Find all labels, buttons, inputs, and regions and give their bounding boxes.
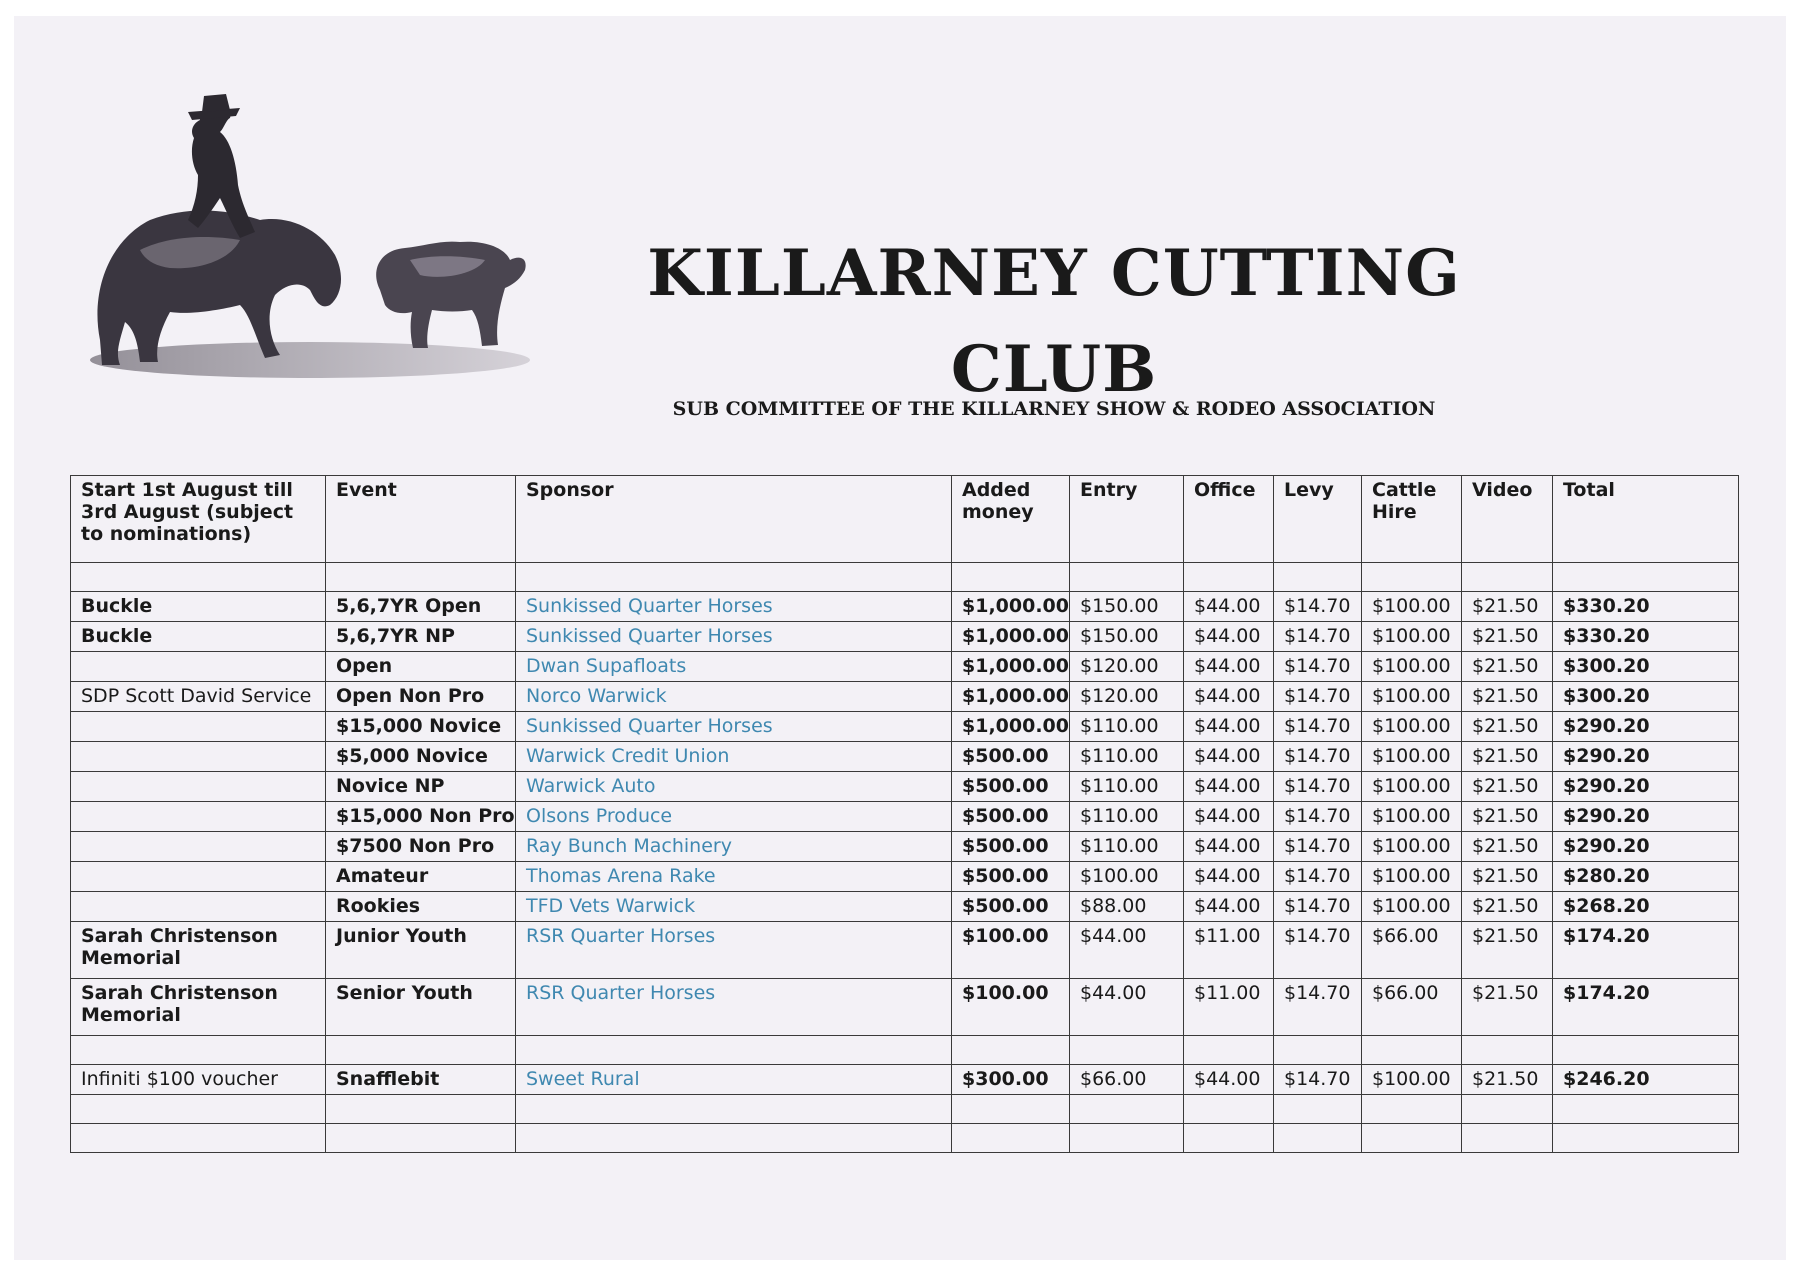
video-cell: $21.50 xyxy=(1462,712,1553,742)
table-row xyxy=(71,682,1739,712)
table-row xyxy=(71,1065,1739,1095)
added-cell: $100.00 xyxy=(952,979,1070,1036)
office-cell: $44.00 xyxy=(1184,712,1274,742)
event-cell: Snafflebit xyxy=(326,1065,516,1095)
prize-cell xyxy=(71,712,326,742)
added-cell: $1,000.00 xyxy=(952,652,1070,682)
table-row-blank xyxy=(71,1095,1739,1124)
club-title xyxy=(574,226,1534,418)
office-cell: $11.00 xyxy=(1184,922,1274,979)
video-cell: $21.50 xyxy=(1462,802,1553,832)
total-cell: $246.20 xyxy=(1553,1065,1739,1095)
video-cell: $21.50 xyxy=(1462,922,1553,979)
total-cell: $280.20 xyxy=(1553,862,1739,892)
cutting-horse-logo-icon xyxy=(80,90,570,410)
cattle-cell: $100.00 xyxy=(1362,862,1462,892)
cattle-cell: $100.00 xyxy=(1362,592,1462,622)
total-cell: $290.20 xyxy=(1553,832,1739,862)
levy-cell: $14.70 xyxy=(1274,922,1362,979)
video-cell: $21.50 xyxy=(1462,652,1553,682)
levy-cell: $14.70 xyxy=(1274,832,1362,862)
video-cell: $21.50 xyxy=(1462,592,1553,622)
event-cell: Senior Youth xyxy=(326,979,516,1036)
office-cell: $44.00 xyxy=(1184,622,1274,652)
header-event: Event xyxy=(326,476,516,563)
entry-cell: $150.00 xyxy=(1070,622,1184,652)
event-cell: $15,000 Novice xyxy=(326,712,516,742)
sponsor-cell: TFD Vets Warwick xyxy=(516,892,952,922)
office-cell: $44.00 xyxy=(1184,652,1274,682)
sponsor-cell: Warwick Credit Union xyxy=(516,742,952,772)
cattle-cell: $100.00 xyxy=(1362,622,1462,652)
entry-cell: $44.00 xyxy=(1070,979,1184,1036)
total-cell: $300.20 xyxy=(1553,682,1739,712)
entry-cell: $44.00 xyxy=(1070,922,1184,979)
prize-cell: Sarah Christenson Memorial xyxy=(71,922,326,979)
prize-cell: Infiniti $100 voucher xyxy=(71,1065,326,1095)
prize-cell xyxy=(71,742,326,772)
prize-cell xyxy=(71,832,326,862)
office-cell: $11.00 xyxy=(1184,979,1274,1036)
entry-cell: $110.00 xyxy=(1070,832,1184,862)
office-cell: $44.00 xyxy=(1184,772,1274,802)
levy-cell: $14.70 xyxy=(1274,979,1362,1036)
table-row xyxy=(71,922,1739,979)
sponsor-cell: Norco Warwick xyxy=(516,682,952,712)
event-schedule-table xyxy=(70,475,1739,1153)
total-cell: $268.20 xyxy=(1553,892,1739,922)
cattle-cell: $100.00 xyxy=(1362,832,1462,862)
header-total: Total xyxy=(1553,476,1739,563)
video-cell: $21.50 xyxy=(1462,772,1553,802)
header-date: Start 1st August till 3rd August (subject to nominations) xyxy=(71,476,326,563)
added-cell: $500.00 xyxy=(952,802,1070,832)
event-cell: $5,000 Novice xyxy=(326,742,516,772)
header-office: Office xyxy=(1184,476,1274,563)
table-row xyxy=(71,742,1739,772)
entry-cell: $66.00 xyxy=(1070,1065,1184,1095)
table-row-blank xyxy=(71,563,1739,592)
office-cell: $44.00 xyxy=(1184,742,1274,772)
sponsor-cell: Thomas Arena Rake xyxy=(516,862,952,892)
event-cell: Amateur xyxy=(326,862,516,892)
sponsor-cell: Sweet Rural xyxy=(516,1065,952,1095)
prize-cell xyxy=(71,772,326,802)
cattle-cell: $100.00 xyxy=(1362,742,1462,772)
levy-cell: $14.70 xyxy=(1274,592,1362,622)
table-row xyxy=(71,772,1739,802)
entry-cell: $120.00 xyxy=(1070,652,1184,682)
added-cell: $500.00 xyxy=(952,772,1070,802)
cattle-cell: $100.00 xyxy=(1362,712,1462,742)
cattle-cell: $100.00 xyxy=(1362,652,1462,682)
levy-cell: $14.70 xyxy=(1274,742,1362,772)
entry-cell: $100.00 xyxy=(1070,862,1184,892)
entry-cell: $150.00 xyxy=(1070,592,1184,622)
total-cell: $300.20 xyxy=(1553,652,1739,682)
office-cell: $44.00 xyxy=(1184,892,1274,922)
prize-cell: Sarah Christenson Memorial xyxy=(71,979,326,1036)
entry-cell: $110.00 xyxy=(1070,802,1184,832)
cattle-cell: $66.00 xyxy=(1362,922,1462,979)
video-cell: $21.50 xyxy=(1462,622,1553,652)
office-cell: $44.00 xyxy=(1184,682,1274,712)
table-row-blank xyxy=(71,1036,1739,1065)
header-levy: Levy xyxy=(1274,476,1362,563)
levy-cell: $14.70 xyxy=(1274,1065,1362,1095)
cattle-cell: $100.00 xyxy=(1362,1065,1462,1095)
sponsor-cell: Ray Bunch Machinery xyxy=(516,832,952,862)
added-cell: $300.00 xyxy=(952,1065,1070,1095)
added-cell: $1,000.00 xyxy=(952,592,1070,622)
event-cell: Junior Youth xyxy=(326,922,516,979)
added-cell: $1,000.00 xyxy=(952,712,1070,742)
added-cell: $500.00 xyxy=(952,742,1070,772)
sponsor-cell: Sunkissed Quarter Horses xyxy=(516,712,952,742)
video-cell: $21.50 xyxy=(1462,832,1553,862)
video-cell: $21.50 xyxy=(1462,892,1553,922)
sponsor-cell: Warwick Auto xyxy=(516,772,952,802)
table-row xyxy=(71,622,1739,652)
entry-cell: $110.00 xyxy=(1070,772,1184,802)
prize-cell xyxy=(71,802,326,832)
header-added-money: Added money xyxy=(952,476,1070,563)
entry-cell: $88.00 xyxy=(1070,892,1184,922)
event-cell: $15,000 Non Pro xyxy=(326,802,516,832)
office-cell: $44.00 xyxy=(1184,592,1274,622)
prize-cell: Buckle xyxy=(71,592,326,622)
table-header-row xyxy=(71,476,1739,563)
cattle-cell: $100.00 xyxy=(1362,802,1462,832)
office-cell: $44.00 xyxy=(1184,1065,1274,1095)
levy-cell: $14.70 xyxy=(1274,892,1362,922)
event-cell: $7500 Non Pro xyxy=(326,832,516,862)
title-line-2: CLUB xyxy=(950,332,1158,407)
table-row xyxy=(71,802,1739,832)
office-cell: $44.00 xyxy=(1184,862,1274,892)
prize-cell xyxy=(71,862,326,892)
table-row xyxy=(71,862,1739,892)
video-cell: $21.50 xyxy=(1462,979,1553,1036)
total-cell: $330.20 xyxy=(1553,592,1739,622)
video-cell: $21.50 xyxy=(1462,682,1553,712)
total-cell: $330.20 xyxy=(1553,622,1739,652)
event-cell: 5,6,7YR NP xyxy=(326,622,516,652)
levy-cell: $14.70 xyxy=(1274,772,1362,802)
header-video: Video xyxy=(1462,476,1553,563)
sponsor-cell: RSR Quarter Horses xyxy=(516,979,952,1036)
header-sponsor: Sponsor xyxy=(516,476,952,563)
table-row xyxy=(71,652,1739,682)
total-cell: $174.20 xyxy=(1553,979,1739,1036)
levy-cell: $14.70 xyxy=(1274,862,1362,892)
added-cell: $500.00 xyxy=(952,832,1070,862)
entry-cell: $110.00 xyxy=(1070,742,1184,772)
event-cell: Rookies xyxy=(326,892,516,922)
levy-cell: $14.70 xyxy=(1274,802,1362,832)
table-row xyxy=(71,892,1739,922)
prize-cell xyxy=(71,892,326,922)
total-cell: $174.20 xyxy=(1553,922,1739,979)
entry-cell: $110.00 xyxy=(1070,712,1184,742)
table-row xyxy=(71,979,1739,1036)
event-cell: Novice NP xyxy=(326,772,516,802)
levy-cell: $14.70 xyxy=(1274,682,1362,712)
office-cell: $44.00 xyxy=(1184,832,1274,862)
added-cell: $1,000.00 xyxy=(952,682,1070,712)
header-entry: Entry xyxy=(1070,476,1184,563)
sponsor-cell: RSR Quarter Horses xyxy=(516,922,952,979)
prize-cell: SDP Scott David Service xyxy=(71,682,326,712)
total-cell: $290.20 xyxy=(1553,772,1739,802)
video-cell: $21.50 xyxy=(1462,862,1553,892)
entry-cell: $120.00 xyxy=(1070,682,1184,712)
header-cattle-hire: Cattle Hire xyxy=(1362,476,1462,563)
table-row xyxy=(71,712,1739,742)
cattle-cell: $100.00 xyxy=(1362,892,1462,922)
levy-cell: $14.70 xyxy=(1274,652,1362,682)
table-row xyxy=(71,592,1739,622)
added-cell: $100.00 xyxy=(952,922,1070,979)
event-cell: 5,6,7YR Open xyxy=(326,592,516,622)
event-cell: Open Non Pro xyxy=(326,682,516,712)
office-cell: $44.00 xyxy=(1184,802,1274,832)
cattle-cell: $100.00 xyxy=(1362,682,1462,712)
total-cell: $290.20 xyxy=(1553,802,1739,832)
levy-cell: $14.70 xyxy=(1274,622,1362,652)
added-cell: $500.00 xyxy=(952,892,1070,922)
levy-cell: $14.70 xyxy=(1274,712,1362,742)
added-cell: $1,000.00 xyxy=(952,622,1070,652)
table-row-blank xyxy=(71,1124,1739,1153)
video-cell: $21.50 xyxy=(1462,1065,1553,1095)
subtitle: SUB COMMITTEE OF THE KILLARNEY SHOW & RODEO ASSOCIATION xyxy=(672,398,1436,420)
added-cell: $500.00 xyxy=(952,862,1070,892)
cattle-cell: $66.00 xyxy=(1362,979,1462,1036)
sponsor-cell: Dwan Supafloats xyxy=(516,652,952,682)
sponsor-cell: Sunkissed Quarter Horses xyxy=(516,622,952,652)
title-line-1: KILLARNEY CUTTING xyxy=(647,236,1461,311)
prize-cell: Buckle xyxy=(71,622,326,652)
total-cell: $290.20 xyxy=(1553,712,1739,742)
video-cell: $21.50 xyxy=(1462,742,1553,772)
prize-cell xyxy=(71,652,326,682)
table-row xyxy=(71,832,1739,862)
event-cell: Open xyxy=(326,652,516,682)
sponsor-cell: Olsons Produce xyxy=(516,802,952,832)
total-cell: $290.20 xyxy=(1553,742,1739,772)
cattle-cell: $100.00 xyxy=(1362,772,1462,802)
sponsor-cell: Sunkissed Quarter Horses xyxy=(516,592,952,622)
